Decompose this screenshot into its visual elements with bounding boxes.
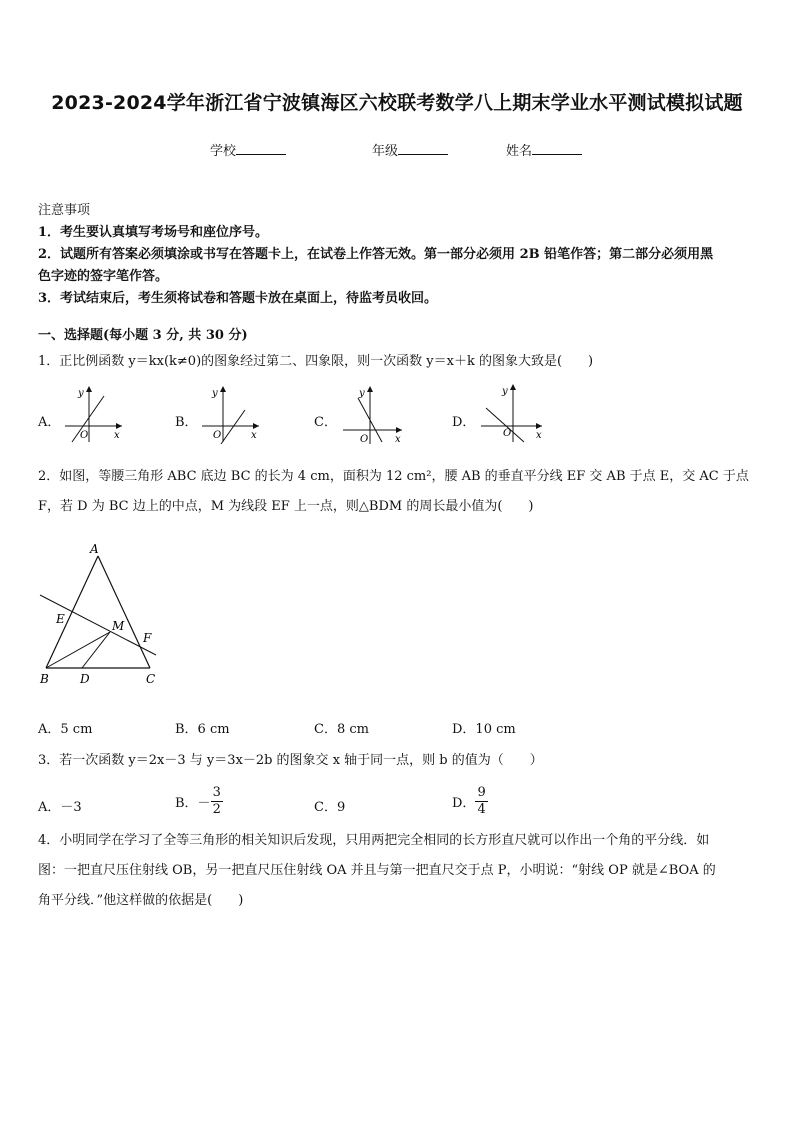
school-field <box>210 140 286 159</box>
name-blank[interactable] <box>532 143 582 155</box>
x-label: x <box>114 430 120 441</box>
q3-option-b-fraction <box>211 785 223 818</box>
origin-label: O <box>80 430 89 441</box>
q1-graph-a <box>60 382 130 444</box>
denominator: 2 <box>212 802 221 817</box>
label-m: M <box>112 619 125 633</box>
q1-graph-c <box>338 382 410 444</box>
q3-option-b-prefix: B．－ <box>175 796 211 811</box>
q3-option-a: A．－3 <box>38 800 82 815</box>
q3-option-d-prefix: D． <box>452 796 476 811</box>
q3-option-d-fraction <box>475 785 487 818</box>
q2-option-b: B．6 cm <box>175 722 230 737</box>
y-label: y <box>502 386 508 397</box>
section-heading: 一、选择题(每小题 3 分, 共 30 分) <box>38 328 248 343</box>
q4-line2: 图：一把直尺压住射线 OB，另一把直尺压住射线 OA 并且与第一把直尺交于点 P，小明说：“射线 OP 就是∠BOA 的 <box>38 863 716 878</box>
x-label: x <box>536 430 542 441</box>
grade-blank[interactable] <box>398 143 448 155</box>
x-label: x <box>251 430 257 441</box>
q1-graph-d <box>476 380 548 452</box>
q3-option-b <box>175 785 223 818</box>
label-b: B <box>40 672 49 686</box>
label-c: C <box>146 672 156 686</box>
q3-stem: 3．若一次函数 y＝2x－3 与 y＝3x－2b 的图象交 x 轴于同一点，则 b 的值为（ ） <box>38 753 543 768</box>
numerator: 3 <box>212 785 221 800</box>
school-blank[interactable] <box>236 143 286 155</box>
q4-line1: 4．小明同学在学习了全等三角形的相关知识后发现，只用两把完全相同的长方形直尺就可以作出一个角的平分线．如 <box>38 833 710 848</box>
notice-item: 1．考生要认真填写考场号和座位序号。 <box>38 225 269 240</box>
y-arrow <box>86 386 92 392</box>
q3-option-c: C．9 <box>314 800 346 815</box>
origin-label: O <box>360 434 369 444</box>
q2-triangle-figure <box>34 538 169 690</box>
q1-option-d-label: D． <box>452 415 476 430</box>
q1-option-c-label: C． <box>314 415 337 430</box>
page-title: 2023-2024学年浙江省宁波镇海区六校联考数学八上期末学业水平测试模拟试题 <box>51 92 743 114</box>
y-label: y <box>359 388 365 399</box>
denominator: 4 <box>477 802 486 817</box>
label-d: D <box>80 672 90 686</box>
grade-field <box>372 140 448 159</box>
label-e: E <box>56 612 65 626</box>
q2-stem-line1: 2．如图，等腰三角形 ABC 底边 BC 的长为 4 cm，面积为 12 cm²，腰 AB 的垂直平分线 EF 交 AB 于点 E，交 AC 于点 <box>38 469 749 484</box>
notice-item: 色字迹的签字笔作答。 <box>38 269 169 284</box>
notice-heading: 注意事项 <box>38 203 91 218</box>
name-field <box>506 140 582 159</box>
q2-stem-line2: F，若 D 为 BC 边上的中点，M 为线段 EF 上一点，则△BDM 的周长最小值为( ) <box>38 499 534 514</box>
q1-graph-b <box>197 382 267 444</box>
grade-label: 年级 <box>372 144 399 159</box>
notice-item: 3．考试结束后，考生须将试卷和答题卡放在桌面上，待监考员收回。 <box>38 291 438 306</box>
q1-option-b-label: B． <box>175 415 198 430</box>
origin-label: O <box>503 428 512 439</box>
x-label: x <box>395 434 401 444</box>
q1-option-a-label: A． <box>38 415 61 430</box>
q2-option-d: D．10 cm <box>452 722 516 737</box>
q4-line3: 角平分线．”他这样做的依据是( ) <box>38 893 244 908</box>
name-label: 姓名 <box>506 144 533 159</box>
label-a: A <box>90 542 99 556</box>
notice-block <box>38 200 768 310</box>
notice-item: 2．试题所有答案必须填涂或书写在答题卡上，在试卷上作答无效。第一部分必须用 2B 铅笔作答；第二部分必须用黑 <box>38 247 714 262</box>
numerator: 9 <box>477 785 486 800</box>
x-arrow <box>116 423 122 429</box>
label-f: F <box>143 631 152 645</box>
y-label: y <box>78 388 84 399</box>
y-label: y <box>212 388 218 399</box>
school-label: 学校 <box>210 144 237 159</box>
q2-option-a: A．5 cm <box>38 722 93 737</box>
q1-stem: 1．正比例函数 y＝kx(k≠0)的图象经过第二、四象限，则一次函数 y＝x＋k 的图象大致是( ) <box>38 354 594 369</box>
origin-label: O <box>213 430 222 441</box>
q2-option-c: C．8 cm <box>314 722 369 737</box>
q3-option-d <box>452 785 488 818</box>
